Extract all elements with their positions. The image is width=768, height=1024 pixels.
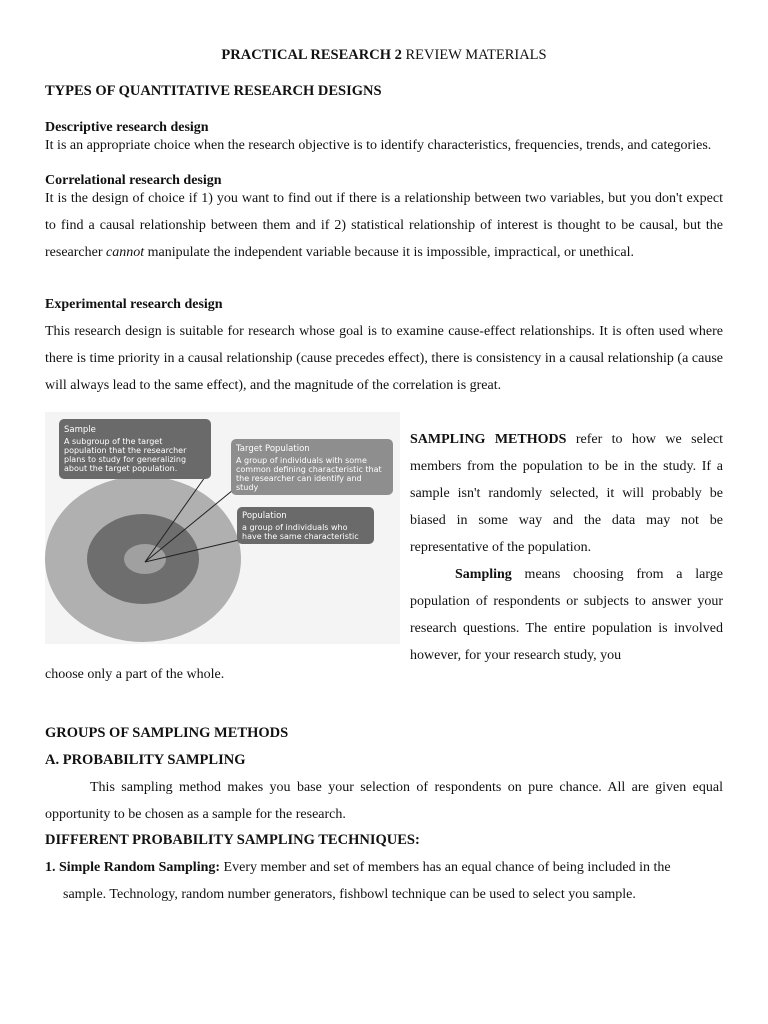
diagram-svg (45, 412, 400, 644)
simple-random-sampling-label: 1. Simple Random Sampling: (45, 860, 221, 875)
document-title: PRACTICAL RESEARCH 2 REVIEW MATERIALS (221, 47, 547, 63)
simple-random-sampling-text: Every member and set of members has an equal chance of being included in the (220, 860, 671, 875)
correlational-design-heading: Correlational research design (45, 173, 222, 188)
sampling-definition-tail: choose only a part of the whole. (45, 667, 225, 682)
sampling-definition-text: Sampling means choosing from a large population of respondents or subjects to answer your research questions. The entire population is involved however, for your research study, you (410, 567, 723, 663)
sampling-methods-text: SAMPLING METHODS refer to how we select members from the population to be in the study. If a sample isn't randomly selected, it will probably be biased in some way and the data may not be representative of the population. (410, 432, 724, 555)
probability-sampling-text: This sampling method makes you base your selection of respondents on pure chance. All are given equal opportunity to be chosen as a sample for the research. (45, 780, 723, 822)
sample-label-line: A subgroup of the target (64, 437, 163, 446)
probability-techniques-heading: DIFFERENT PROBABILITY SAMPLING TECHNIQUES: (45, 832, 420, 848)
experimental-design-heading: Experimental research design (45, 297, 223, 312)
target-population-label-line: study (236, 483, 259, 492)
sampling-methods-paragraphs (410, 426, 723, 669)
descriptive-design-heading: Descriptive research design (45, 120, 209, 135)
target-population-label-line: common defining characteristic that (236, 465, 382, 474)
experimental-design-text: This research design is suitable for research whose goal is to examine cause-effect relationships. It is often used where there is time priority in a causal relationship (cause precedes effect), there is consistency in a causal relationship (a cause will always lead to the same effect), and the magnitude of the correlation is great. (45, 324, 723, 393)
population-label-line: a group of individuals who (242, 523, 348, 532)
target-population-label-line: the researcher can identify and (236, 474, 362, 483)
population-sample-diagram (45, 412, 400, 644)
probability-sampling-heading: A. PROBABILITY SAMPLING (45, 752, 246, 768)
sample-label-title: Sample (64, 425, 96, 435)
simple-random-sampling-continuation: sample. Technology, random number generators, fishbowl technique can be used to select you sample. (63, 887, 636, 902)
sample-label-line: about the target population. (64, 464, 178, 473)
descriptive-design-text: It is an appropriate choice when the research objective is to identify characteristics, frequencies, trends, and categories. (45, 138, 712, 153)
correlational-design-text: It is the design of choice if 1) you want to find out if there is a relationship between two variables, but you don't expect to find a causal relationship between them and if 2) statistical relationship of interest is thought to be causal, but the researcher cannot manipulate the independent variable because it is impossible, impractical, or unethical. (45, 191, 723, 260)
sample-label-line: population that the researcher (64, 446, 187, 455)
list-item (45, 854, 723, 908)
groups-of-sampling-heading: GROUPS OF SAMPLING METHODS (45, 725, 289, 741)
target-population-label-title: Target Population (236, 444, 310, 454)
population-label-line: have the same characteristic (242, 532, 359, 541)
target-population-label-line: A group of individuals with some (236, 456, 367, 465)
sample-label-line: plans to study for generalizing (64, 455, 187, 464)
population-label-title: Population (242, 511, 287, 521)
section-heading-research-designs: TYPES OF QUANTITATIVE RESEARCH DESIGNS (45, 83, 382, 99)
